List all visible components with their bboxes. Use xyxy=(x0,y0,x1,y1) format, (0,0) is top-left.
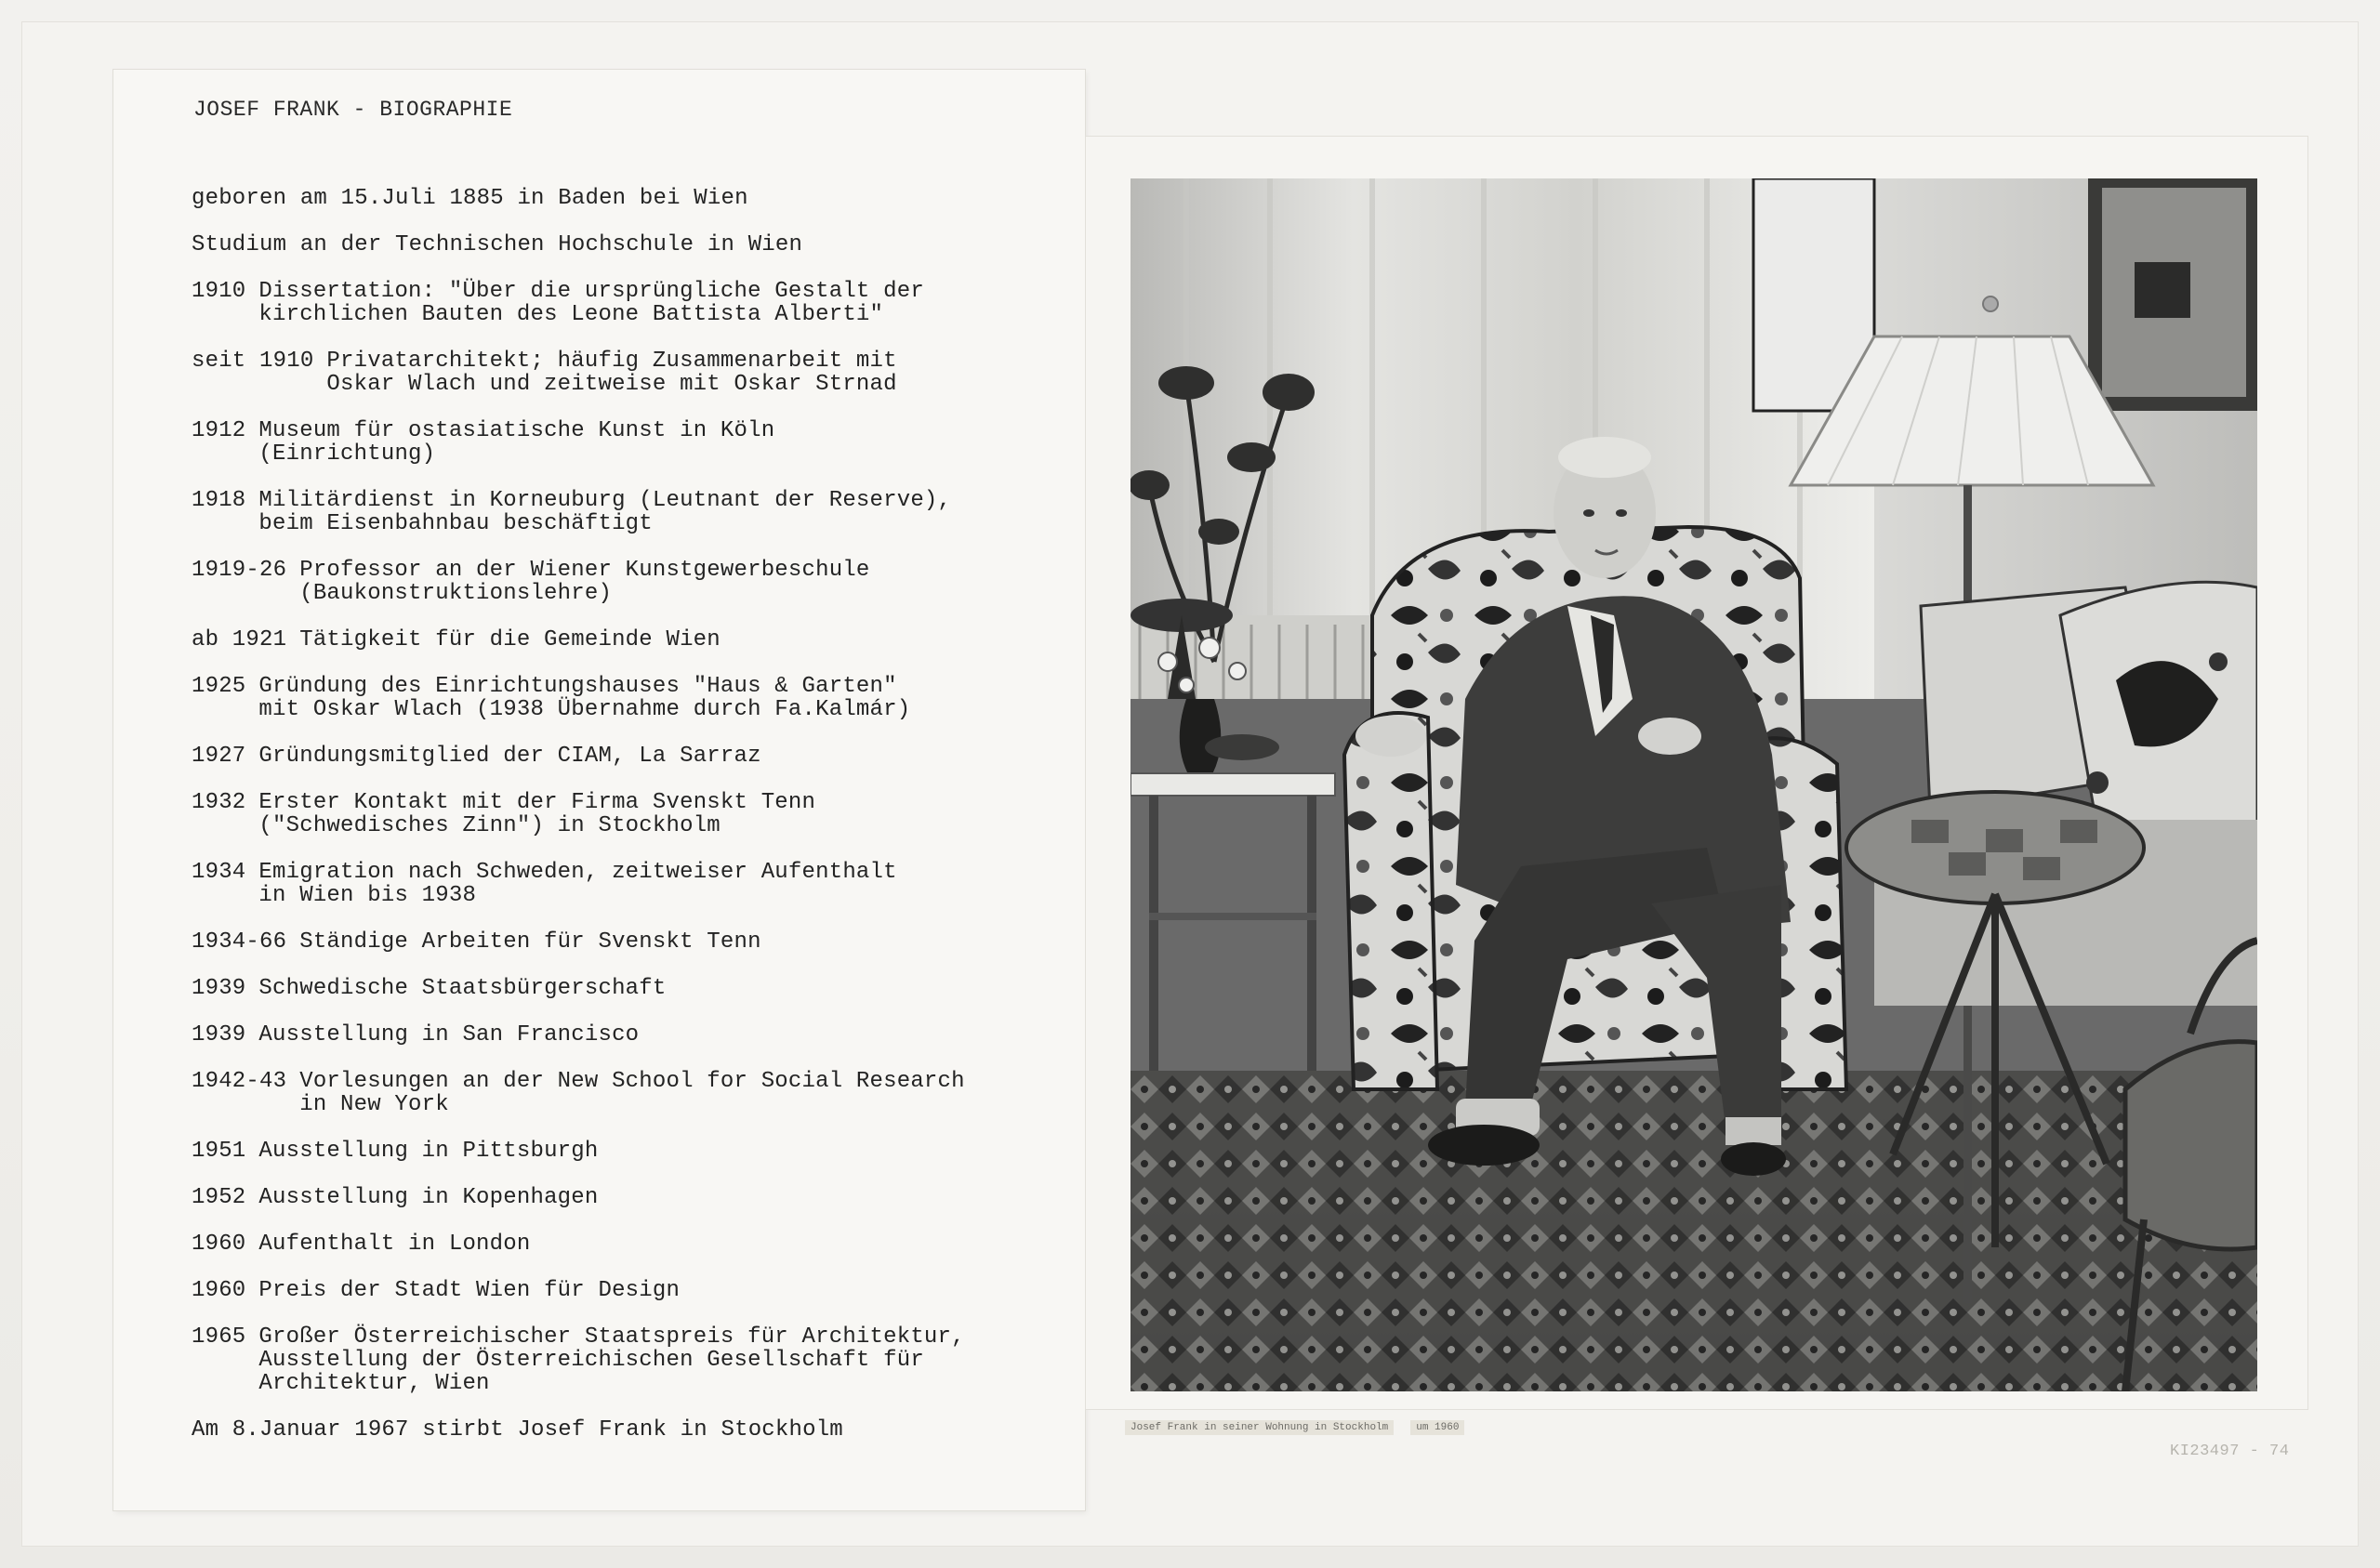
entry-text: Gründungsmitglied der CIAM, La Sarraz xyxy=(258,744,761,769)
photo-caption-date: um 1960 xyxy=(1410,1420,1464,1435)
biography-entry xyxy=(192,930,1065,954)
biography-entry xyxy=(192,1279,1065,1302)
entry-year: 1939 xyxy=(192,1022,246,1048)
biography-entry xyxy=(192,489,1065,535)
biography-entry xyxy=(192,861,1065,907)
photo-caption-text: Josef Frank in seiner Wohnung in Stockholm xyxy=(1125,1420,1394,1435)
inventory-number: KI23497 - 74 xyxy=(2170,1443,2290,1460)
entry-text: Vorlesungen an der New School for Social Research in New York xyxy=(299,1069,965,1117)
biography-entry xyxy=(192,1232,1065,1256)
entry-year: 1932 xyxy=(192,790,246,815)
entry-text: Museum für ostasiatische Kunst in Köln (Einrichtung) xyxy=(258,418,775,467)
entry-year: seit 1910 xyxy=(192,349,314,374)
entry-text: Tätigkeit für die Gemeinde Wien xyxy=(299,627,721,652)
entry-text: Ausstellung in Pittsburgh xyxy=(258,1139,599,1164)
entry-year: 1925 xyxy=(192,674,246,699)
entry-text: Professor an der Wiener Kunstgewerbeschule (Baukonstruktionslehre) xyxy=(299,558,870,606)
biography-entry xyxy=(192,791,1065,837)
entry-text: Großer Österreichischer Staatspreis für Architektur, Ausstellung der Österreichischen Gesellschaft für Architektur, Wien xyxy=(258,1324,965,1396)
biography-entry xyxy=(192,233,1065,257)
entry-text: Erster Kontakt mit der Firma Svenskt Tenn ("Schwedisches Zinn") in Stockholm xyxy=(258,790,816,838)
photo-caption xyxy=(1125,1420,1464,1435)
biography-entry xyxy=(192,628,1065,652)
biography-entry xyxy=(192,1023,1065,1047)
biography-entry xyxy=(192,675,1065,721)
entry-year: 1934-66 xyxy=(192,929,287,955)
biography-entry xyxy=(192,977,1065,1000)
biography-entry xyxy=(192,1186,1065,1209)
biography-entry xyxy=(192,187,1065,210)
entry-text: Schwedische Staatsbürgerschaft xyxy=(258,976,667,1001)
entry-year: 1939 xyxy=(192,976,246,1001)
entry-text: Gründung des Einrichtungshauses "Haus & Garten" mit Oskar Wlach (1938 Übernahme durch Fa.Kalmár) xyxy=(258,674,911,722)
entry-text: Am 8.Januar 1967 stirbt Josef Frank in Stockholm xyxy=(192,1417,843,1443)
portrait-photograph xyxy=(1130,178,2257,1391)
biography-entry xyxy=(192,419,1065,466)
biography-entry xyxy=(192,559,1065,605)
entry-text: geboren am 15.Juli 1885 in Baden bei Wien xyxy=(192,186,748,211)
entry-text: Militärdienst in Korneuburg (Leutnant der Reserve), beim Eisenbahnbau beschäftigt xyxy=(258,488,952,536)
entry-year: 1927 xyxy=(192,744,246,769)
entry-text: Aufenthalt in London xyxy=(258,1232,531,1257)
biography-entry xyxy=(192,744,1065,768)
biography-entry xyxy=(192,1070,1065,1116)
biography-entry xyxy=(192,280,1065,326)
entry-text: Privatarchitekt; häufig Zusammenarbeit mit Oskar Wlach und zeitweise mit Oskar Strnad xyxy=(326,349,897,397)
entry-year: 1919-26 xyxy=(192,558,287,583)
entry-year: ab 1921 xyxy=(192,627,287,652)
entry-text: Ständige Arbeiten für Svenskt Tenn xyxy=(299,929,761,955)
entry-year: 1951 xyxy=(192,1139,246,1164)
entry-year: 1952 xyxy=(192,1185,246,1210)
entry-year: 1918 xyxy=(192,488,246,513)
photo-illustration xyxy=(1130,178,2257,1391)
entry-text: Ausstellung in Kopenhagen xyxy=(258,1185,599,1210)
page-title: JOSEF FRANK - BIOGRAPHIE xyxy=(193,98,513,122)
entry-year: 1910 xyxy=(192,279,246,304)
biography-entry xyxy=(192,1418,1065,1442)
biography-entry xyxy=(192,1140,1065,1163)
entry-text: Dissertation: "Über die ursprüngliche Gestalt der kirchlichen Bauten des Leone Battista Alberti" xyxy=(258,279,924,327)
biography-entry xyxy=(192,349,1065,396)
biography-sheet xyxy=(113,70,1085,1510)
entry-year: 1965 xyxy=(192,1324,246,1350)
entry-year: 1960 xyxy=(192,1278,246,1303)
biography-list xyxy=(192,187,1065,1465)
entry-text: Preis der Stadt Wien für Design xyxy=(258,1278,681,1303)
entry-year: 1934 xyxy=(192,860,246,885)
entry-text: Ausstellung in San Francisco xyxy=(258,1022,640,1048)
entry-text: Emigration nach Schweden, zeitweiser Aufenthalt in Wien bis 1938 xyxy=(258,860,897,908)
entry-year: 1942-43 xyxy=(192,1069,287,1094)
entry-text: Studium an der Technischen Hochschule in Wien xyxy=(192,232,803,257)
entry-year: 1960 xyxy=(192,1232,246,1257)
entry-year: 1912 xyxy=(192,418,246,443)
biography-entry xyxy=(192,1325,1065,1395)
